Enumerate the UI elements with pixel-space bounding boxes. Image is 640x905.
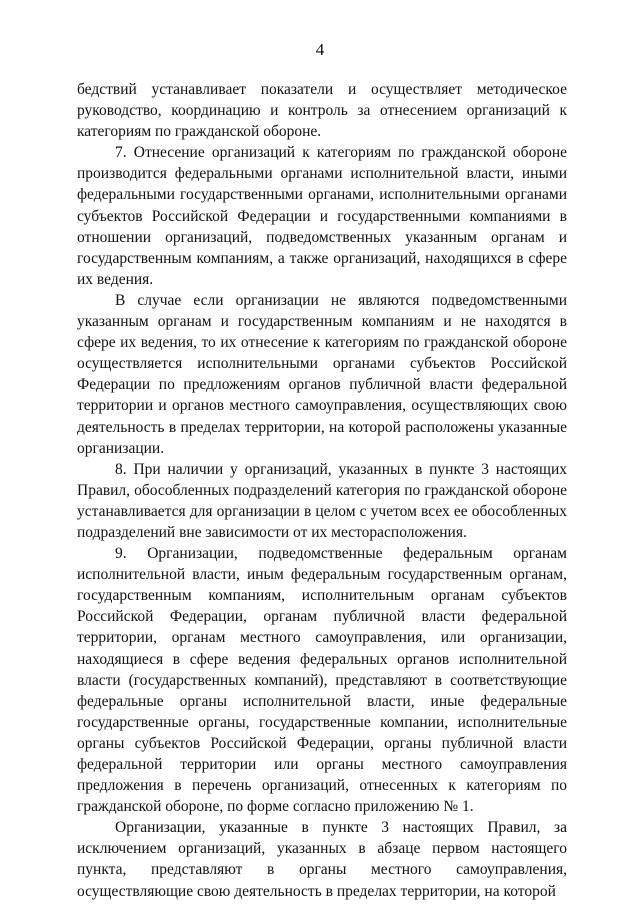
- document-body: [77, 79, 567, 902]
- paragraph-item-7: 7. Отнесение организаций к категориям по гражданской обороне производится федеральными органами исполнительной власти, иными федеральными государственными органами, исполнительными органами субъектов Российской Федерации и государственными компаниями в отношении организаций, подведомственных указанным органам и государственным компаниям, а также организаций, находящихся в сфере их ведения.: [77, 144, 567, 288]
- paragraph-item-8: 8. При наличии у организаций, указанных в пункте 3 настоящих Правил, обособленных подразделений категория по гражданской обороне устанавливается для организации в целом с учетом всех ее обособленных подразделений вне зависимости от их месторасположения.: [77, 460, 567, 541]
- paragraph-continuation: бедствий устанавливает показатели и осуществляет методическое руководство, координацию и контроль за отнесением организаций к категориям по гражданской обороне.: [77, 81, 567, 141]
- page-number: 4: [315, 40, 325, 59]
- paragraph-item-7-case: В случае если организации не являются подведомственными указанным органам и государственным компаниям и не находятся в сфере их ведения, то их отнесение к категориям по гражданской обороне осуществляется исполнительными органами субъектов Российской Федерации по предложениям органов публичной власти федеральной территории и органов местного самоуправления, осуществляющих свою деятельность в пределах территории, на которой расположены указанные организации.: [77, 291, 567, 457]
- paragraph-item-9-organizations: Организации, указанные в пункте 3 настоящих Правил, за исключением организаций, указанных в абзаце первом настоящего пункта, представляют в органы местного самоуправления, осуществляющие свою деятельность в пределах территории, на которой: [77, 819, 567, 900]
- paragraph-item-9: 9. Организации, подведомственные федеральным органам исполнительной власти, иным федеральным государственным органам, государственным компаниям, исполнительным органам субъектов Российской Федерации, органам публичной власти федеральной территории, органам местного самоуправления, или организации, находящиеся в сфере ведения федеральных органов исполнительной власти (государственных компаний), представляют в соответствующие федеральные органы исполнительной власти, иные федеральные государственные органы, государственные компании, исполнительные органы субъектов Российской Федерации, органы публичной власти федеральной территории или органы местного самоуправления предложения в перечень организаций, отнесенных к категориям по гражданской обороне, по форме согласно приложению № 1.: [77, 545, 567, 816]
